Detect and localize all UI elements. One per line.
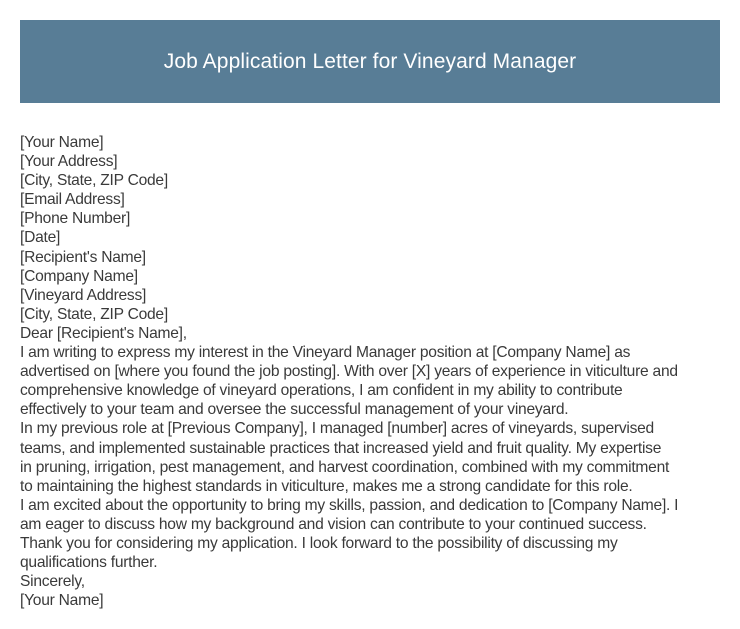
letter-line: qualifications further. [20,554,158,572]
letter-line: [City, State, ZIP Code] [20,305,168,323]
letter-line: advertised on [where you found the job posting]. With over [X] years of experience in viticulture and [20,363,678,381]
letter-body [20,133,725,610]
letter-line: [Your Name] [20,592,104,610]
letter-line: [Phone Number] [20,210,131,228]
letter-line: to maintaining the highest standards in viticulture, makes me a strong candidate for this role. [20,477,633,495]
letter-line: [Your Name] [20,134,104,151]
letter-line: Dear [Recipient's Name], [20,324,187,342]
letter-line: [Company Name] [20,267,138,285]
letter-line: Sincerely, [20,573,85,591]
letter-line: teams, and implemented sustainable practices that increased yield and fruit quality. My expertise [20,439,662,457]
letter-line: effectively to your team and oversee the successful management of your vineyard. [20,401,569,419]
title-banner [20,20,720,103]
letter-line: In my previous role at [Previous Company], I managed [number] acres of vineyards, supervised [20,420,654,438]
letter-line: [Recipient's Name] [20,248,146,266]
letter-line: [Your Address] [20,153,118,171]
letter-line: [Email Address] [20,191,125,209]
letter-line: comprehensive knowledge of vineyard operations, I am confident in my ability to contribute [20,382,623,400]
page-title: Job Application Letter for Vineyard Manager [163,49,577,73]
letter-line: Thank you for considering my application. I look forward to the possibility of discussing my [20,534,618,552]
letter-line: in pruning, irrigation, pest management, and harvest coordination, combined with my commitment [20,458,670,476]
letter-line: [Vineyard Address] [20,286,147,304]
letter-line: I am writing to express my interest in the Vineyard Manager position at [Company Name] as [20,344,631,362]
letter-line: [Date] [20,229,61,247]
letter-line: am eager to discuss how my background and vision can contribute to your continued success. [20,515,647,533]
letter-line: [City, State, ZIP Code] [20,172,168,190]
letter-line: I am excited about the opportunity to bring my skills, passion, and dedication to [Company Name]. I [20,496,679,514]
